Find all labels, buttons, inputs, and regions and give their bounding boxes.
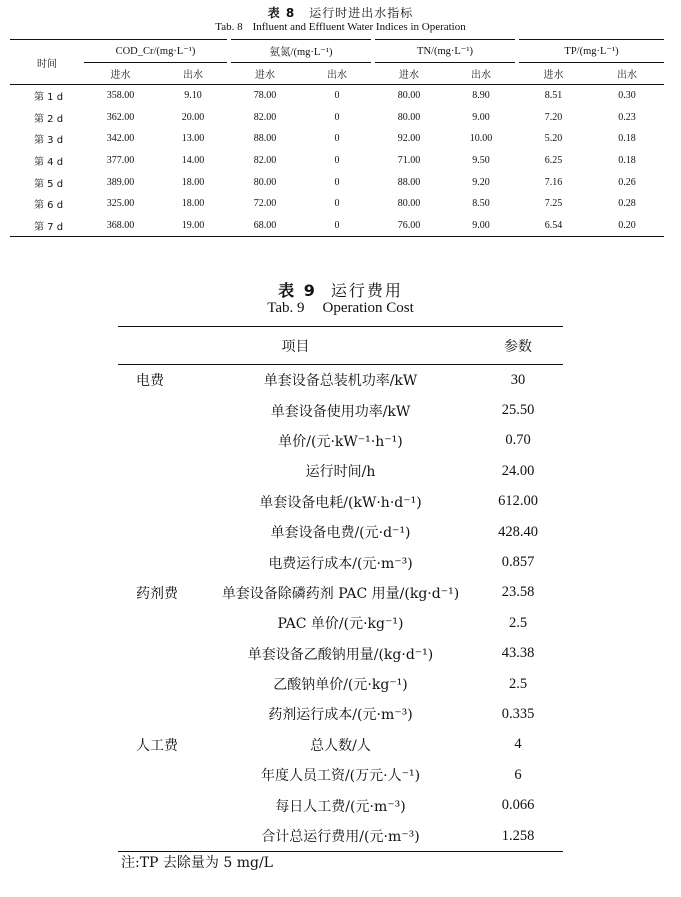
table-row (118, 578, 563, 608)
tn-in-cell: 80.00 (397, 90, 421, 102)
item-header: 项目 (118, 327, 473, 365)
item-cell: 运行时间/h (305, 464, 376, 481)
cod-out-header: 出水 (157, 63, 229, 85)
table-row (10, 193, 664, 215)
ammonia-in-cell: 72.00 (253, 198, 277, 210)
tp-group-header: TP/(mg·L⁻¹) (517, 40, 664, 63)
table9-title-zh: 运行费用 (330, 281, 403, 300)
cod-in-cell: 325.00 (106, 198, 135, 210)
value-cell: 25.50 (501, 402, 535, 419)
value-cell: 0.70 (505, 432, 531, 449)
item-cell: 单套设备电费/(元·d⁻¹) (270, 525, 411, 542)
table8-caption-zh (0, 4, 681, 21)
item-cell: 单套设备电耗/(kW·h·d⁻¹) (259, 494, 422, 511)
category-cell (118, 821, 208, 852)
table-footnote: 注:TP 去除量为 5 mg/L (121, 855, 273, 871)
table-row (118, 487, 563, 517)
table9-caption-en (0, 300, 681, 317)
tn-in-cell: 71.00 (397, 155, 421, 167)
tp-out-cell: 0.30 (618, 90, 636, 102)
value-cell: 428.40 (498, 523, 538, 540)
item-cell: PAC 单价/(元·kg⁻¹) (277, 616, 404, 633)
category-cell (118, 517, 208, 547)
ammonia-out-cell: 0 (334, 111, 340, 123)
tn-out-cell: 8.90 (472, 90, 490, 102)
item-cell: 电费运行成本/(元·m⁻³) (268, 555, 413, 572)
table-row (118, 426, 563, 456)
tp-out-cell: 0.18 (618, 133, 636, 145)
table-row (118, 547, 563, 577)
tp-in-cell: 6.25 (544, 155, 563, 167)
table-row (118, 790, 563, 820)
value-cell: 6 (514, 766, 522, 783)
tn-out-cell: 10.00 (469, 133, 493, 145)
table-row (10, 171, 664, 193)
tn-out-cell: 9.50 (472, 155, 490, 167)
table-row (10, 107, 664, 129)
tp-in-cell: 8.51 (544, 90, 563, 102)
tp-out-cell: 0.20 (590, 215, 664, 237)
tn-in-cell: 88.00 (397, 176, 421, 188)
cod-out-cell: 13.00 (181, 133, 205, 145)
ammonia-in-header: 进水 (229, 63, 301, 85)
table8-label-zh: 表 8 (267, 6, 296, 20)
ammonia-out-cell: 0 (334, 90, 340, 102)
influent-effluent-table (10, 39, 664, 237)
table9-label-zh: 表 9 (278, 281, 317, 300)
ammonia-group-header: 氨氮/(mg·L⁻¹) (229, 40, 373, 63)
cod-out-cell: 20.00 (181, 111, 205, 123)
table9-title-en: Operation Cost (322, 300, 414, 316)
cod-group-header: COD_Cr/(mg·L⁻¹) (84, 40, 229, 63)
table8-title-en: Influent and Effluent Water Indices in Operation (252, 21, 466, 33)
tp-in-header: 进水 (517, 63, 590, 85)
tn-out-cell: 8.50 (472, 198, 490, 210)
table-row (10, 150, 664, 172)
ammonia-in-cell: 68.00 (229, 215, 301, 237)
category-cell (118, 456, 208, 486)
category-cell (118, 699, 208, 729)
ammonia-in-cell: 78.00 (253, 90, 277, 102)
cod-in-cell: 362.00 (106, 111, 135, 123)
tn-in-cell: 80.00 (397, 198, 421, 210)
ammonia-out-cell: 0 (334, 155, 340, 167)
ammonia-in-cell: 82.00 (253, 155, 277, 167)
category-cell (118, 790, 208, 820)
cod-in-cell: 389.00 (106, 176, 135, 188)
tn-out-cell: 9.00 (472, 111, 490, 123)
table-row (118, 699, 563, 729)
item-cell: 单套设备乙酸钠用量/(kg·d⁻¹) (247, 646, 434, 663)
table9-label-en: Tab. 9 (267, 300, 305, 316)
category-cell (118, 547, 208, 577)
tn-in-header: 进水 (373, 63, 445, 85)
cod-in-cell: 368.00 (84, 215, 157, 237)
item-cell: 单套设备使用功率/kW (270, 403, 411, 420)
tp-in-cell: 6.54 (517, 215, 590, 237)
cod-in-cell: 358.00 (106, 90, 135, 102)
value-cell: 0.335 (501, 705, 535, 722)
value-cell: 30 (510, 371, 526, 388)
category-cell: 电费 (136, 373, 164, 390)
ammonia-out-cell: 0 (334, 198, 340, 210)
cod-out-cell: 18.00 (181, 176, 205, 188)
tn-in-cell: 80.00 (397, 111, 421, 123)
table-row (118, 669, 563, 699)
category-cell: 药剂费 (136, 585, 178, 602)
cod-in-cell: 377.00 (106, 155, 135, 167)
value-cell: 612.00 (498, 493, 538, 510)
ammonia-out-header: 出水 (301, 63, 373, 85)
item-cell: 药剂运行成本/(元·m⁻³) (268, 707, 413, 724)
cod-out-cell: 9.10 (184, 90, 202, 102)
table-row (118, 365, 563, 396)
table8-title-zh: 运行时进出水指标 (309, 6, 414, 20)
category-cell (118, 760, 208, 790)
table-row (118, 395, 563, 425)
day-cell: 第 6 d (34, 200, 64, 212)
ammonia-in-cell: 82.00 (253, 111, 277, 123)
day-cell: 第 5 d (34, 178, 64, 190)
ammonia-in-cell: 80.00 (253, 176, 277, 188)
tp-in-cell: 5.20 (544, 133, 563, 145)
tn-in-cell: 76.00 (373, 215, 445, 237)
day-cell: 第 2 d (34, 113, 64, 125)
value-cell: 2.5 (508, 675, 528, 692)
item-cell: 合计总运行费用/(元·m⁻³) (208, 821, 473, 852)
table-row (118, 821, 563, 852)
day-cell: 第 4 d (34, 157, 64, 169)
day-cell: 第 3 d (34, 135, 64, 147)
category-cell (118, 487, 208, 517)
tp-out-cell: 0.26 (618, 176, 636, 188)
table-row (118, 456, 563, 486)
table-row (118, 760, 563, 790)
item-cell: 年度人员工资/(万元·人⁻¹) (260, 768, 421, 785)
operation-cost-table (118, 326, 563, 852)
table9-caption-zh (0, 278, 681, 301)
tn-group-header: TN/(mg·L⁻¹) (373, 40, 517, 63)
table-row (118, 730, 563, 760)
item-cell: 单套设备除磷药剂 PAC 用量/(kg·d⁻¹) (221, 585, 460, 602)
table8-caption-en (0, 21, 681, 33)
time-header: 时间 (10, 40, 84, 85)
cod-out-cell: 14.00 (181, 155, 205, 167)
value-cell: 0.857 (501, 554, 535, 571)
table-row (10, 85, 664, 107)
item-cell: 单套设备总装机功率/kW (263, 373, 418, 390)
ammonia-out-cell: 0 (334, 133, 340, 145)
value-cell: 1.258 (473, 821, 563, 852)
table-row (10, 128, 664, 150)
table-row (118, 517, 563, 547)
table-row (118, 639, 563, 669)
tn-out-cell: 9.20 (472, 176, 490, 188)
value-header: 参数 (473, 327, 563, 365)
tp-in-cell: 7.20 (544, 111, 563, 123)
day-cell: 第 7 d (10, 215, 84, 237)
value-cell: 2.5 (508, 614, 528, 631)
tp-in-cell: 7.16 (544, 176, 563, 188)
day-cell: 第 1 d (34, 92, 64, 104)
item-cell: 总人数/人 (310, 737, 371, 754)
tp-out-cell: 0.23 (618, 111, 636, 123)
category-cell (118, 669, 208, 699)
category-cell: 人工费 (136, 737, 178, 754)
ammonia-out-cell: 0 (301, 215, 373, 237)
category-cell (118, 395, 208, 425)
category-cell (118, 639, 208, 669)
item-cell: 单价/(元·kW⁻¹·h⁻¹) (278, 433, 403, 450)
value-cell: 23.58 (501, 584, 535, 601)
category-cell (118, 608, 208, 638)
ammonia-out-cell: 0 (334, 176, 340, 188)
tp-out-cell: 0.28 (618, 198, 636, 210)
item-cell: 每日人工费/(元·m⁻³) (275, 798, 406, 815)
table-row (10, 215, 664, 237)
tn-in-cell: 92.00 (397, 133, 421, 145)
table-row (118, 608, 563, 638)
value-cell: 4 (514, 736, 522, 753)
tn-out-cell: 9.00 (445, 215, 517, 237)
tn-out-header: 出水 (445, 63, 517, 85)
tp-out-cell: 0.18 (618, 155, 636, 167)
item-cell: 乙酸钠单价/(元·kg⁻¹) (273, 677, 408, 694)
cod-in-header: 进水 (84, 63, 157, 85)
cod-out-cell: 18.00 (181, 198, 205, 210)
category-cell (118, 426, 208, 456)
ammonia-in-cell: 88.00 (253, 133, 277, 145)
cod-in-cell: 342.00 (106, 133, 135, 145)
value-cell: 43.38 (501, 645, 535, 662)
value-cell: 24.00 (501, 462, 535, 479)
value-cell: 0.066 (501, 797, 535, 814)
cod-out-cell: 19.00 (157, 215, 229, 237)
tp-out-header: 出水 (590, 63, 664, 85)
tp-in-cell: 7.25 (544, 198, 563, 210)
table8-label-en: Tab. 8 (215, 21, 243, 33)
